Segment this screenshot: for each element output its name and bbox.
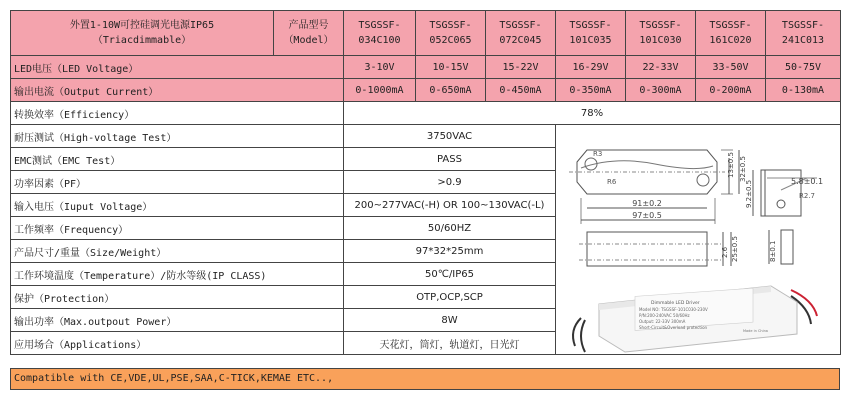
spec-label: 保护（Protection） — [11, 286, 344, 309]
model-prefix: TSGSSF- — [429, 20, 472, 31]
model-prefix: TSGSSF- — [569, 20, 612, 31]
led-voltage-value: 33-50V — [696, 56, 766, 79]
led-voltage-value: 50-75V — [766, 56, 841, 79]
model-prefix: TSGSSF- — [358, 20, 401, 31]
model-prefix: TSGSSF- — [639, 20, 682, 31]
model-label-en: （Model） — [283, 35, 334, 46]
model-cell — [556, 11, 626, 56]
spec-label: 产品尺寸/重量（Size/Weight） — [11, 240, 344, 263]
model-label: 产品型号 — [288, 20, 329, 31]
output-current-value: 0-130mA — [766, 79, 841, 102]
model-code: 034C100 — [358, 35, 401, 46]
spec-value: OTP,OCP,SCP — [344, 286, 556, 309]
output-current-value: 0-650mA — [416, 79, 486, 102]
model-code: 052C065 — [429, 35, 472, 46]
dim-side-1: 9.2±0.5 — [745, 179, 753, 208]
model-code: 101C030 — [639, 35, 682, 46]
dim-side-bottom: 8±0.1 — [769, 240, 777, 262]
spec-value: 天花灯，筒灯，轨道灯，日光灯 — [344, 332, 556, 355]
dim-height-2: 32±0.5 — [739, 156, 747, 182]
header-row — [11, 11, 841, 56]
spec-label: 应用场合（Applications） — [11, 332, 344, 355]
drawing-area — [555, 120, 840, 368]
spec-label: 功率因素（PF） — [11, 171, 344, 194]
output-current-value: 0-1000mA — [344, 79, 416, 102]
dim-width-outer: 97±0.5 — [632, 211, 662, 220]
spec-label: 输出功率（Max.outpout Power） — [11, 309, 344, 332]
led-voltage-value: 15-22V — [486, 56, 556, 79]
output-current-label: 输出电流（Output Current） — [11, 79, 344, 102]
label-protect: Short-Circuit&Overload protection — [639, 325, 708, 330]
label-title: Dimmable LED Driver — [651, 301, 700, 306]
output-current-value: 0-350mA — [556, 79, 626, 102]
dim-side-2: R2.7 — [799, 192, 815, 200]
dim-hole-dia: 5.8±0.1 — [791, 177, 824, 186]
product-subtitle: （Triacdimmable） — [92, 35, 192, 46]
dim-radius-outer: R6 — [607, 178, 617, 186]
spec-value: 50/60HZ — [344, 217, 556, 240]
spec-value: PASS — [344, 148, 556, 171]
output-current-value: 0-450mA — [486, 79, 556, 102]
spec-value: 8W — [344, 309, 556, 332]
dimension-drawing — [555, 120, 840, 368]
led-voltage-label: LED电压（LED Voltage） — [11, 56, 344, 79]
spec-value: >0.9 — [344, 171, 556, 194]
led-voltage-value: 22-33V — [626, 56, 696, 79]
product-title: 外置1-10W可控硅调光电源IP65 — [69, 20, 215, 31]
spec-value: 200~277VAC(-H) OR 100~130VAC(-L) — [344, 194, 556, 217]
spec-sheet — [10, 10, 840, 392]
led-voltage-row — [11, 56, 841, 79]
output-current-value: 0-200mA — [696, 79, 766, 102]
label-input: P/N:200-240VAC 50/60Hz — [639, 313, 690, 318]
dim-height-1: 13±0.5 — [727, 152, 735, 178]
spec-value: 97*32*25mm — [344, 240, 556, 263]
model-cell — [416, 11, 486, 56]
model-prefix: TSGSSF- — [709, 20, 752, 31]
spec-label: 工作频率（Frequency） — [11, 217, 344, 240]
led-voltage-value: 10-15V — [416, 56, 486, 79]
efficiency-label: 转换效率（Efficiency） — [11, 102, 344, 125]
spec-value: 50℃/IP65 — [344, 263, 556, 286]
spec-label: EMC测试（EMC Test） — [11, 148, 344, 171]
product-title-cell — [11, 11, 274, 56]
dim-radius-inner: R3 — [593, 150, 603, 158]
spec-value: 3750VAC — [344, 125, 556, 148]
model-code: 241C013 — [781, 35, 825, 46]
model-cell — [486, 11, 556, 56]
model-cell — [766, 11, 841, 56]
dim-depth-1: 2.6 — [721, 246, 729, 258]
model-cell — [696, 11, 766, 56]
efficiency-value: 78% — [344, 102, 841, 125]
front-view — [579, 230, 793, 266]
model-code: 161C020 — [709, 35, 752, 46]
label-made: Made in China — [743, 329, 768, 333]
model-prefix: TSGSSF- — [781, 20, 825, 31]
label-model: Model NO: TSGSSF-101C030-230V — [639, 307, 708, 312]
model-code: 101C035 — [569, 35, 612, 46]
output-current-value: 0-300mA — [626, 79, 696, 102]
dim-width-inner: 91±0.2 — [632, 199, 662, 208]
compatibility-footer: Compatible with CE,VDE,UL,PSE,SAA,C-TICK,KEMAE ETC.., — [10, 368, 840, 390]
output-current-row — [11, 79, 841, 102]
led-voltage-value: 16-29V — [556, 56, 626, 79]
model-prefix: TSGSSF- — [499, 20, 542, 31]
dim-depth-2: 25±0.5 — [731, 236, 739, 262]
spec-label: 工作环境温度（Temperature）/防水等级(IP CLASS) — [11, 263, 344, 286]
led-voltage-value: 3-10V — [344, 56, 416, 79]
model-label-cell — [274, 11, 344, 56]
product-photo — [573, 286, 817, 352]
model-code: 072C045 — [499, 35, 542, 46]
model-cell — [344, 11, 416, 56]
spec-label: 输入电压（Iuput Voltage） — [11, 194, 344, 217]
label-output: Output: 22-33V 300mA — [639, 319, 686, 324]
spec-label: 耐压测试（High-voltage Test） — [11, 125, 344, 148]
model-cell — [626, 11, 696, 56]
